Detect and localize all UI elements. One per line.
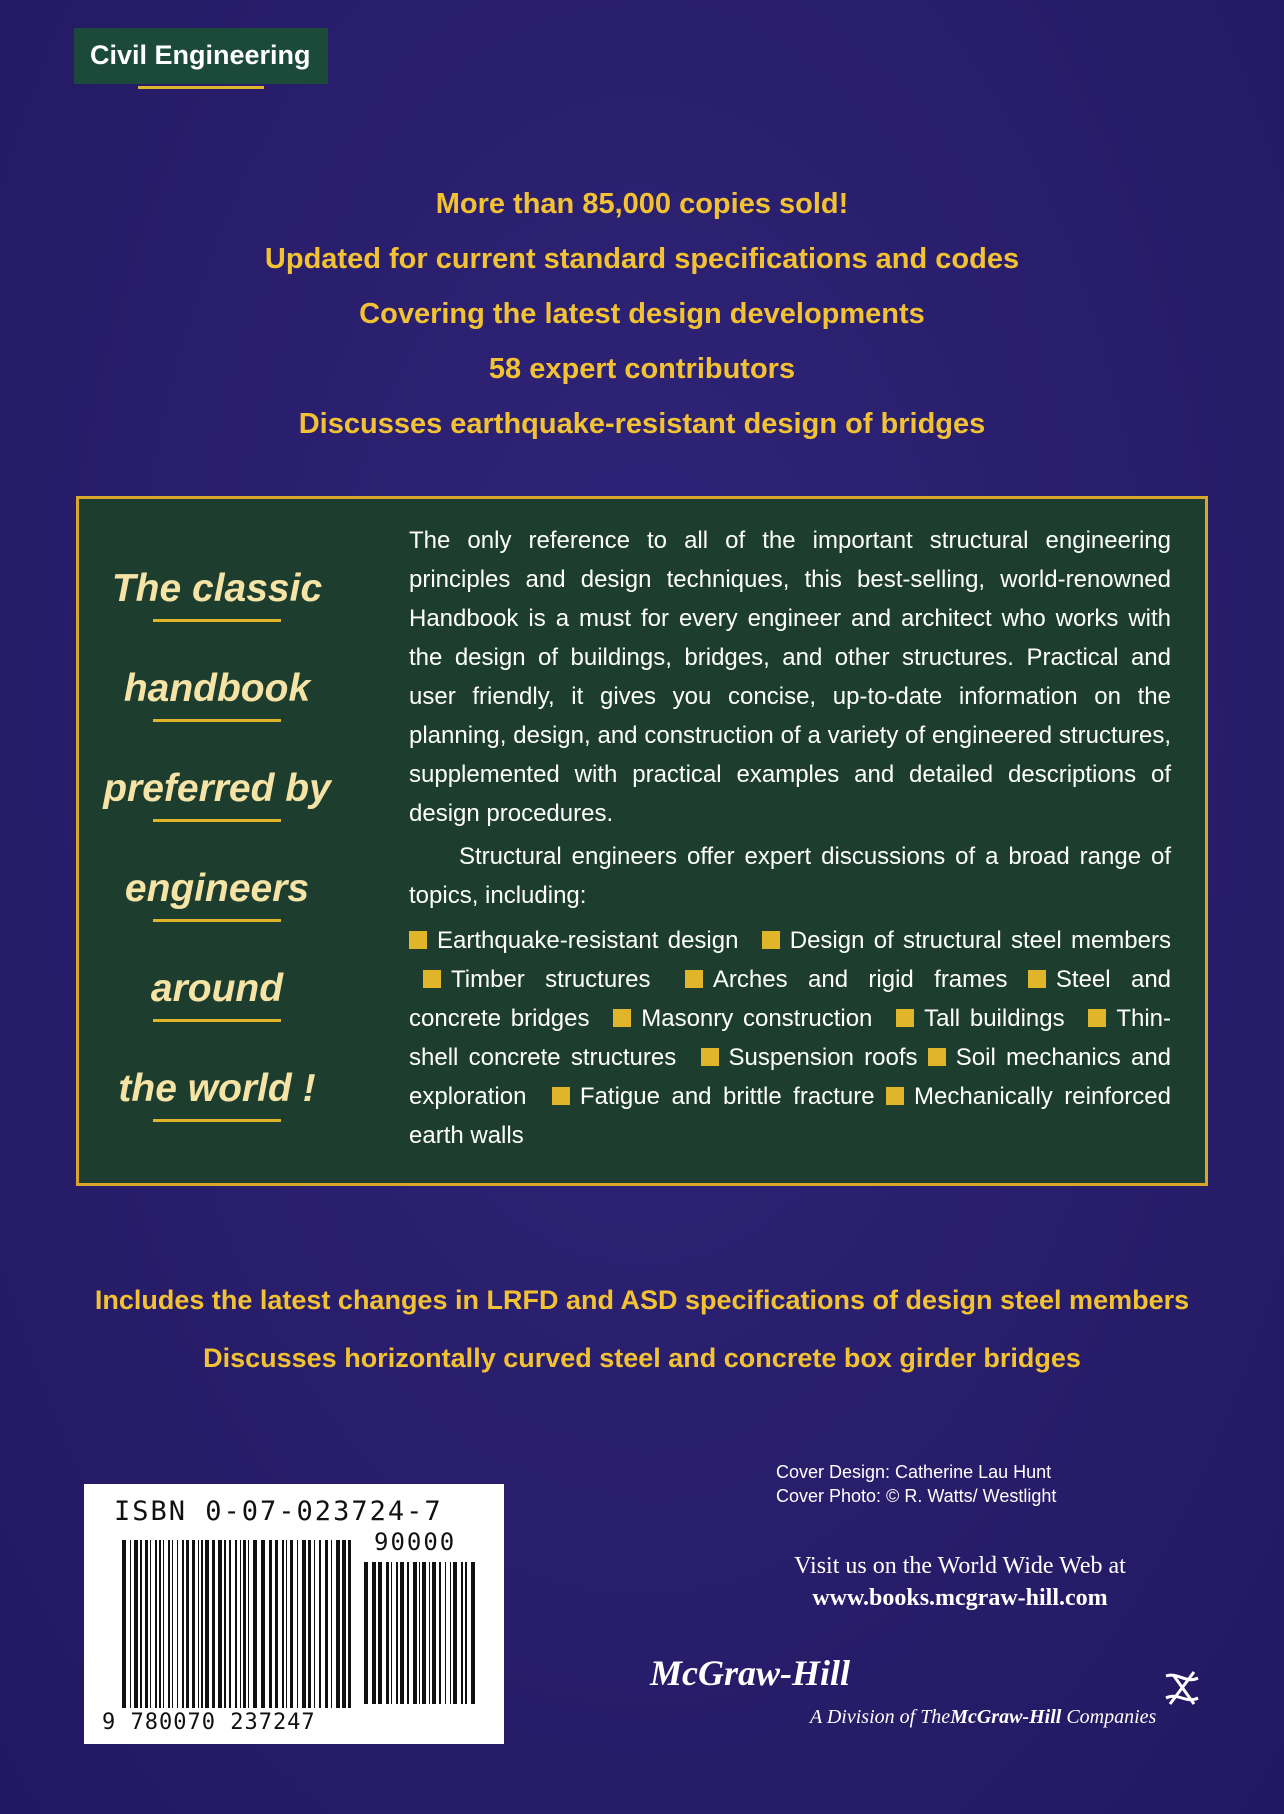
barcode-bar: [391, 1562, 392, 1704]
barcode-bar: [182, 1540, 184, 1708]
barcode-bar: [155, 1540, 157, 1708]
barcode-bar: [282, 1540, 284, 1708]
topic-item: Thin-shell concrete structures: [409, 1005, 1172, 1071]
topic-item: Arches and rigid frames: [671, 966, 1008, 993]
description-panel: [76, 496, 1208, 1186]
barcode-bar: [261, 1540, 265, 1708]
barcode-bar: [212, 1540, 215, 1708]
barcode-bar: [419, 1562, 420, 1704]
barcode-bar: [439, 1562, 441, 1704]
tagline-line: the world !: [118, 1067, 316, 1110]
barcode-bar: [240, 1540, 241, 1708]
barcode-bar: [413, 1562, 417, 1704]
bottom-highlight-line: Includes the latest changes in LRFD and ASD specifications of design steel members: [94, 1285, 1190, 1315]
barcode-bar: [471, 1562, 475, 1704]
highlight-line: Covering the latest design developments: [359, 298, 925, 330]
barcode-bar: [453, 1562, 457, 1704]
barcode-bar: [286, 1540, 287, 1708]
topic-item: Timber structures: [409, 966, 651, 993]
barcode-bar: [163, 1540, 164, 1708]
cover-design-credit: Cover Design: Catherine Lau Hunt: [776, 1462, 1052, 1482]
publisher-division: A Division of TheMcGraw-Hill Companies: [810, 1706, 1157, 1728]
barcode-bar: [150, 1540, 151, 1708]
publisher-name: McGraw-Hill: [650, 1653, 851, 1693]
barcode-bar: [372, 1562, 376, 1704]
barcode-bar: [331, 1540, 332, 1708]
barcode-bar: [243, 1540, 246, 1708]
barcode-bar: [159, 1540, 161, 1708]
barcode-bar: [201, 1540, 203, 1708]
highlight-line: 58 expert contributors: [488, 353, 796, 385]
isbn-barcode: [84, 1484, 504, 1744]
bottom-highlight-line: Discusses horizontally curved steel and concrete box girder bridges: [203, 1343, 1081, 1373]
barcode-bar: [145, 1540, 148, 1708]
tagline-line: The classic: [111, 567, 323, 610]
category-tag: [74, 28, 328, 84]
barcode-bar: [461, 1562, 463, 1704]
tagline-rule: [153, 1019, 281, 1022]
topic-item: Earthquake-resistant design: [409, 927, 738, 954]
square-bullet-icon: [552, 1087, 570, 1105]
barcode-bar: [336, 1540, 340, 1708]
square-bullet-icon: [886, 1087, 904, 1105]
barcode-bar: [407, 1562, 409, 1704]
topic-item: Steel and concrete bridges: [409, 966, 1172, 1032]
tagline-rule: [153, 619, 281, 622]
barcode-bar: [224, 1540, 226, 1708]
highlight-line: More than 85,000 copies sold!: [435, 188, 849, 220]
cover-credits: [776, 1460, 1136, 1508]
barcode-bar: [290, 1540, 293, 1708]
tagline-line: handbook: [123, 667, 311, 710]
square-bullet-icon: [896, 1009, 914, 1027]
tagline-rule: [153, 819, 281, 822]
square-bullet-icon: [701, 1048, 719, 1066]
tagline: [99, 559, 335, 1159]
tagline-rule: [153, 719, 281, 722]
tagline-rule: [153, 919, 281, 922]
description-paragraph: The only reference to all of the important structural engineering principles and design techniques, this best-selling, world-renowned Handbook is a must for every engineer and architect who works with the design of buildings, bridges, and other structures. Practical and user friendly, it gives you concise, up-to-date information on the planning, design, and construction of a variety of engineered structures, supplemented with practical examples and detailed descriptions of design procedures.: [409, 527, 1171, 827]
barcode-bar: [253, 1540, 257, 1708]
barcode-bar: [205, 1540, 209, 1708]
barcode-bars-icon: [84, 1484, 504, 1744]
barcode-bar: [297, 1540, 298, 1708]
website-url: www.books.mcgraw-hill.com: [812, 1585, 1108, 1611]
topic-item: Soil mechanics and exploration: [409, 1044, 1172, 1110]
barcode-bar: [168, 1540, 170, 1708]
barcode-bar: [186, 1540, 189, 1708]
website-line: Visit us on the World Wide Web at: [794, 1553, 1126, 1579]
barcode-bar: [465, 1562, 467, 1704]
barcode-bar: [218, 1540, 222, 1708]
highlight-line: Discusses earthquake-resistant design of bridges: [298, 408, 986, 440]
barcode-bar: [445, 1562, 446, 1704]
square-bullet-icon: [613, 1009, 631, 1027]
barcode-bar: [319, 1540, 321, 1708]
website-notice: [700, 1550, 1220, 1614]
barcode-bar: [192, 1540, 195, 1708]
square-bullet-icon: [762, 931, 780, 949]
barcode-bar: [172, 1540, 173, 1708]
tagline-line: around: [150, 967, 284, 1010]
description-body: [409, 521, 1171, 1155]
barcode-bar: [364, 1562, 368, 1704]
barcode-bar: [229, 1540, 231, 1708]
highlights-list: [0, 184, 1284, 459]
barcode-bar: [348, 1540, 351, 1708]
highlight-line: Updated for current standard specifications and codes: [264, 243, 1020, 275]
barcode-bar: [308, 1540, 311, 1708]
tagline-line: preferred by: [103, 767, 331, 810]
barcode-bar: [400, 1562, 404, 1704]
price-code: 90000: [374, 1528, 457, 1556]
barcode-bar: [235, 1540, 237, 1708]
category-label: Civil Engineering: [90, 40, 311, 70]
mcgraw-hill-logo-icon: [1160, 1666, 1204, 1710]
square-bullet-icon: [1088, 1009, 1106, 1027]
cover-photo-credit: Cover Photo: © R. Watts/ Westlight: [776, 1486, 1057, 1506]
topic-item: Tall buildings: [882, 1005, 1064, 1032]
ean-number: 9 780070 237247: [102, 1710, 316, 1735]
barcode-bar: [248, 1540, 249, 1708]
barcode-bar: [450, 1562, 451, 1704]
square-bullet-icon: [409, 931, 427, 949]
topic-item: Design of structural steel members: [748, 927, 1171, 954]
barcode-bar: [140, 1540, 142, 1708]
topic-item: Masonry construction: [599, 1005, 872, 1032]
barcode-bar: [325, 1540, 328, 1708]
square-bullet-icon: [423, 970, 441, 988]
barcode-bar: [314, 1540, 315, 1708]
barcode-bar: [386, 1562, 389, 1704]
barcode-bar: [122, 1540, 126, 1708]
topic-item: Fatigue and brittle fracture: [538, 1083, 875, 1110]
square-bullet-icon: [685, 970, 703, 988]
barcode-bar: [432, 1562, 436, 1704]
square-bullet-icon: [1028, 970, 1046, 988]
topics-list: [409, 921, 1171, 1155]
barcode-bar: [396, 1562, 398, 1704]
barcode-bar: [429, 1562, 430, 1704]
topic-item: Suspension roofs: [687, 1044, 918, 1071]
barcode-bar: [198, 1540, 199, 1708]
description-paragraph: Structural engineers offer expert discussions of a broad range of topics, including:: [409, 843, 1171, 909]
topic-item: Mechanically reinforced earth walls: [409, 1083, 1171, 1149]
tagline-rule: [153, 1119, 281, 1122]
barcode-bar: [342, 1540, 346, 1708]
barcode-bar: [275, 1540, 278, 1708]
barcode-bar: [130, 1540, 131, 1708]
category-underline: [138, 86, 264, 89]
barcode-bar: [134, 1540, 138, 1708]
bottom-highlights: [0, 1278, 1284, 1394]
square-bullet-icon: [928, 1048, 946, 1066]
tagline-line: engineers: [124, 867, 310, 910]
isbn-number: ISBN 0-07-023724-7: [114, 1496, 443, 1527]
barcode-bar: [378, 1562, 382, 1704]
barcode-bar: [177, 1540, 178, 1708]
barcode-bar: [302, 1540, 306, 1708]
barcode-bar: [422, 1562, 426, 1704]
barcode-bar: [269, 1540, 272, 1708]
